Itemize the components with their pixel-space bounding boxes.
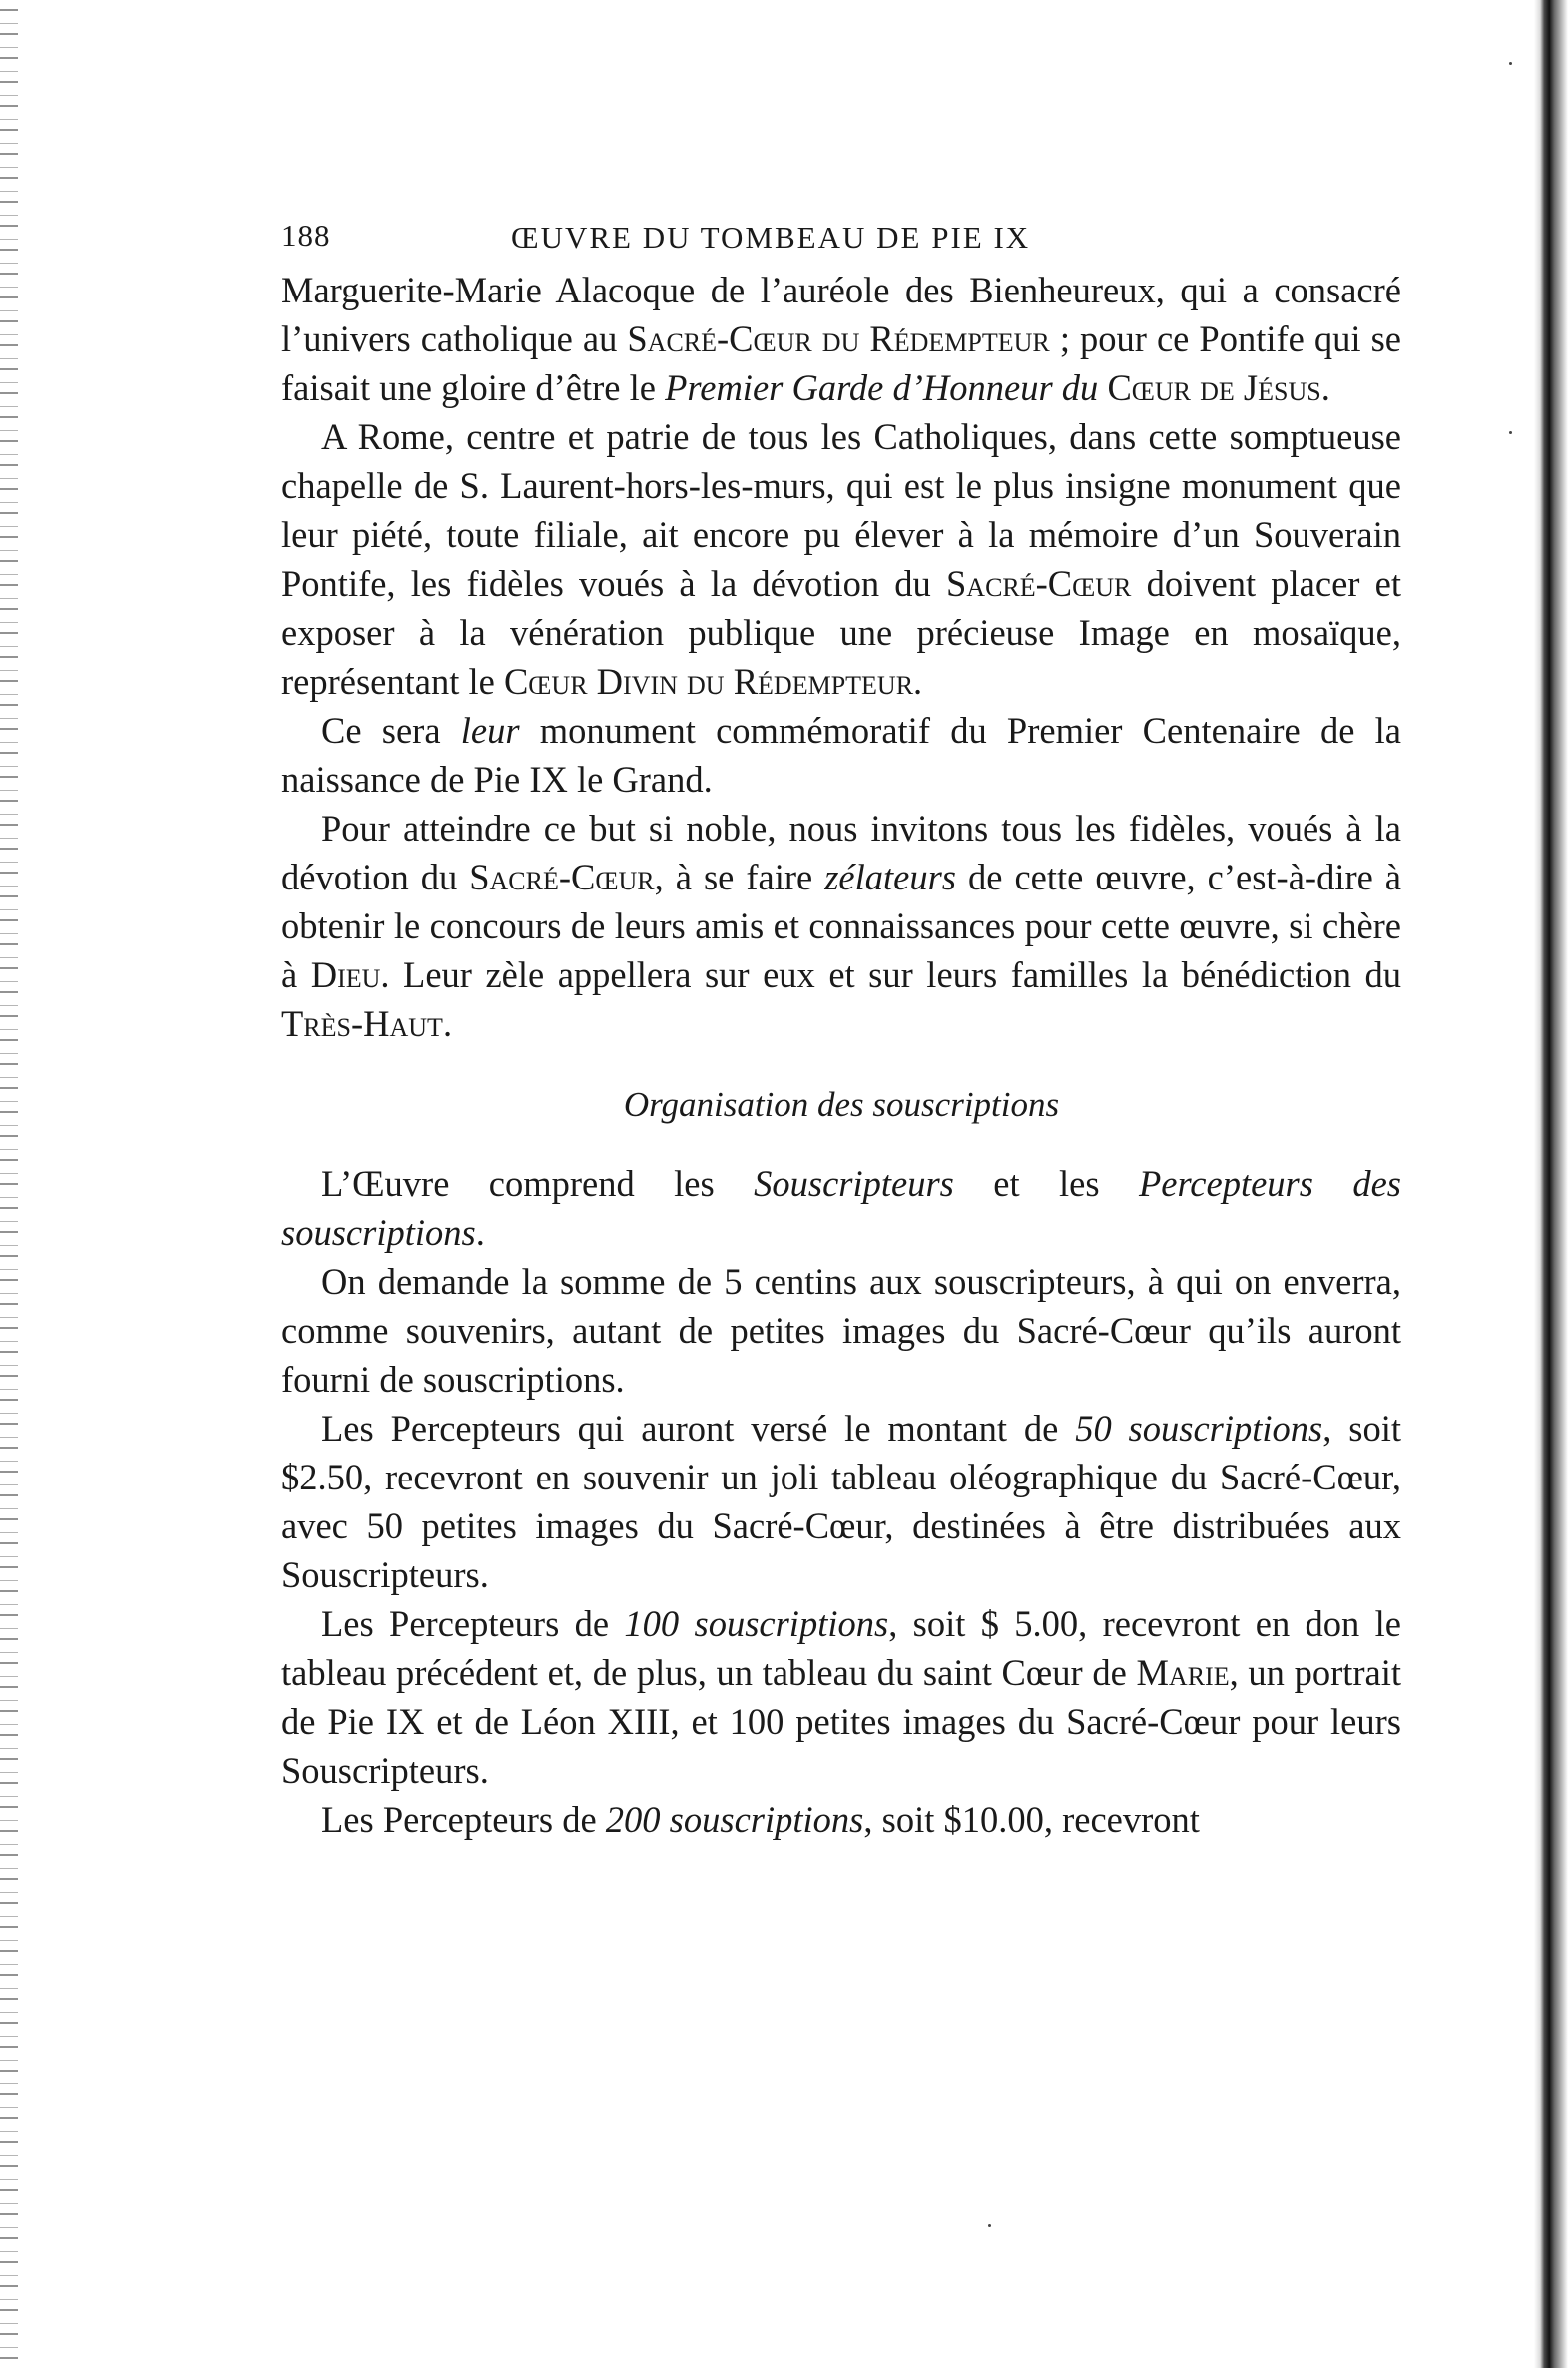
text-run: , soit $2.50, recevront en souvenir un joli tableau oléographique du Sacré-Cœur, avec 50 petites images du Sacré-Cœur, destinées à être distribuées aux Souscripteurs. [281, 1408, 1401, 1595]
scan-speck [1509, 62, 1512, 65]
text-run: et les [953, 1163, 1139, 1204]
text-run: . Leur zèle appellera sur eux et sur leurs familles la bénédiction du [380, 954, 1401, 995]
small-caps-run: Cœur Divin du Rédempteur [503, 661, 914, 702]
paragraph-7 [281, 1404, 1401, 1599]
running-head-title: ŒUVRE DU TOMBEAU DE PIE IX [511, 220, 1031, 255]
paragraph-8 [281, 1599, 1401, 1795]
book-page [281, 218, 1401, 1844]
text-run: Les Percepteurs de [321, 1799, 606, 1840]
running-head [281, 218, 1401, 266]
text-run: . [1320, 367, 1330, 408]
small-caps-run: Sacré-Cœur du Rédempteur [627, 318, 1050, 359]
italic-run: 100 souscriptions [624, 1603, 889, 1644]
section-heading: Organisation des souscriptions [623, 1085, 1060, 1124]
italic-run: leur [460, 710, 520, 751]
text-run: L’Œuvre comprend les [321, 1163, 755, 1204]
small-caps-run: Sacré-Cœur [946, 563, 1132, 604]
text-run: monument commémoratif du Premier Centenaire de la naissance de Pie IX le Grand. [281, 710, 1401, 800]
italic-run: Percepteurs des souscriptions [281, 1163, 1402, 1253]
italic-run: zélateurs [824, 857, 956, 897]
body-text [281, 266, 1401, 1844]
text-run: , soit $10.00, recevront [863, 1799, 1200, 1840]
text-run: de cette œuvre, c’est-à-dire à obtenir le concours de leurs amis et connaissances pour cette œuvre, si chère à [281, 857, 1402, 995]
small-caps-run: Cœur de Jésus [1107, 367, 1321, 408]
italic-run: Souscripteurs [754, 1163, 954, 1204]
text-run: A Rome, centre et patrie de tous les Catholiques, dans cette somptueuse chapelle de S. Laurent-hors-les-murs, qui est le plus insigne monument que leur piété, toute filiale, ait encore pu élever à la mémoire d’un Souverain Pontife, les fidèles voués à la dévotion du [281, 416, 1401, 604]
scan-speck [1509, 431, 1512, 434]
text-run: On demande la somme de 5 centins aux souscripteurs, à qui on enverra, comme souvenirs, autant de petites images du Sacré-Cœur qu’ils auront fourni de souscriptions. [281, 1261, 1401, 1400]
page-number: 188 [281, 218, 331, 253]
small-caps-run: Sacré-Cœur [469, 857, 655, 897]
text-run: Les Percepteurs qui auront versé le montant de [321, 1408, 1076, 1449]
text-run: Ce sera [321, 710, 461, 751]
paragraph-9 [281, 1795, 1401, 1844]
text-run: , un portrait de Pie IX et de Léon XIII, et 100 petites images du Sacré-Cœur pour leurs Souscripteurs. [281, 1652, 1402, 1791]
paragraph-6 [281, 1257, 1401, 1404]
text-run: Pour atteindre ce but si noble, nous invitons tous les fidèles, voués à la dévotion du [281, 808, 1401, 897]
text-run: , à se faire [654, 857, 825, 897]
italic-run: Premier Garde d’Honneur du [665, 367, 1099, 408]
paragraph-1 [281, 266, 1401, 412]
italic-run: 50 souscriptions [1075, 1408, 1323, 1449]
text-run: Les Percepteurs de [321, 1603, 625, 1644]
scanned-left-page-edge [0, 0, 18, 2368]
text-run: Marguerite-Marie Alacoque de l’auréole des Bienheureux, qui a consacré l’univers catholique au [281, 270, 1401, 359]
paragraph-5 [281, 1159, 1401, 1257]
text-run: . [442, 1003, 453, 1044]
small-caps-run: Marie [1136, 1652, 1230, 1693]
small-caps-run: Très-Haut [281, 1003, 443, 1044]
text-run: doivent placer et exposer à la vénération publique une précieuse Image en mosaïque, représentant le [281, 563, 1401, 702]
text-run: ; pour ce Pontife qui se faisait une gloire d’être le [281, 318, 1401, 408]
italic-run: 200 souscriptions [605, 1799, 864, 1840]
small-caps-run: Dieu [310, 954, 381, 995]
paragraph-3 [281, 706, 1401, 804]
text-run: , soit $ 5.00, recevront en don le tableau précédent et, de plus, un tableau du saint Cœur de [281, 1603, 1401, 1693]
text-run: . [475, 1212, 485, 1253]
paragraph-2 [281, 412, 1401, 706]
scan-speck [988, 2224, 991, 2227]
text-run: . [913, 661, 923, 702]
paragraph-4 [281, 804, 1401, 1048]
scanned-right-binding-edge [1534, 0, 1568, 2368]
